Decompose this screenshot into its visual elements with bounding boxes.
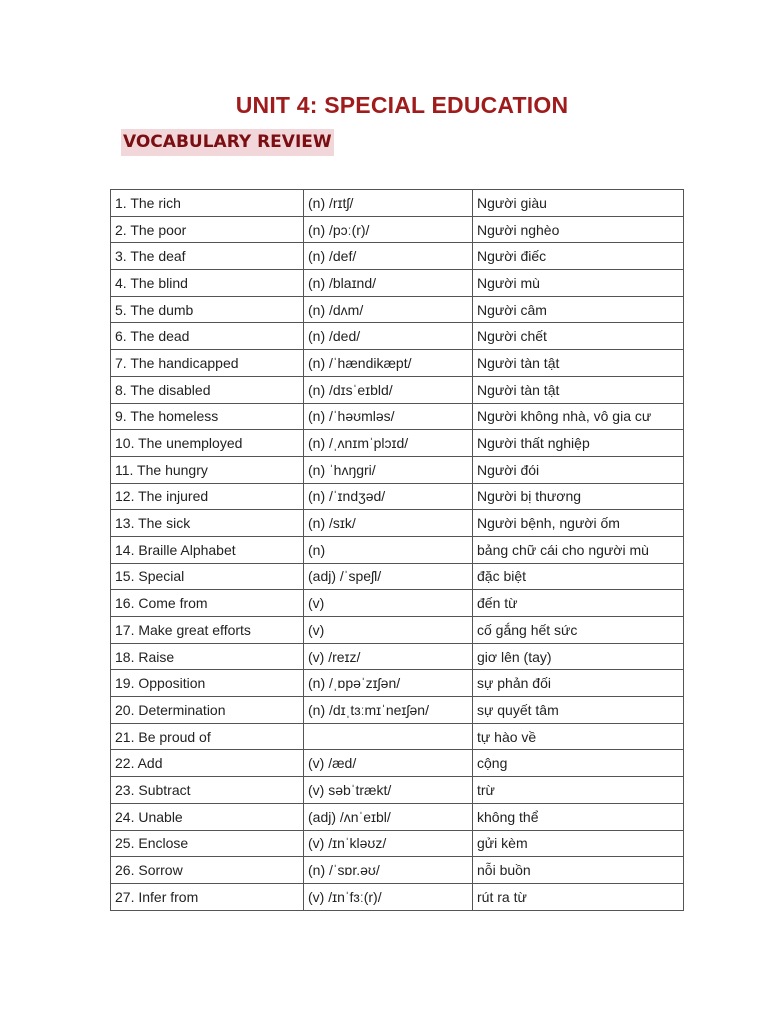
- vocab-meaning-cell: trừ: [473, 777, 684, 804]
- table-row: [111, 243, 684, 270]
- vocab-meaning-cell: đến từ: [473, 590, 684, 617]
- vocab-pronunciation-cell: (v) /ɪnˈkləʊz/: [304, 830, 473, 857]
- vocab-pronunciation-cell: (v) /æd/: [304, 750, 473, 777]
- vocab-word-cell: 21. Be proud of: [111, 723, 304, 750]
- vocab-meaning-cell: đặc biệt: [473, 563, 684, 590]
- table-row: [111, 296, 684, 323]
- vocab-meaning-cell: Người bị thương: [473, 483, 684, 510]
- vocab-word-cell: 6. The dead: [111, 323, 304, 350]
- table-row: [111, 216, 684, 243]
- table-row: [111, 323, 684, 350]
- vocab-pronunciation-cell: (n) /ˈsɒr.əʊ/: [304, 857, 473, 884]
- table-row: [111, 590, 684, 617]
- vocab-meaning-cell: sự quyết tâm: [473, 697, 684, 724]
- vocab-pronunciation-cell: (n) /ˈhændikæpt/: [304, 350, 473, 377]
- vocab-word-cell: 1. The rich: [111, 190, 304, 217]
- vocab-word-cell: 9. The homeless: [111, 403, 304, 430]
- table-row: [111, 483, 684, 510]
- vocab-word-cell: 19. Opposition: [111, 670, 304, 697]
- vocab-pronunciation-cell: [304, 723, 473, 750]
- vocab-word-cell: 10. The unemployed: [111, 430, 304, 457]
- vocab-meaning-cell: gửi kèm: [473, 830, 684, 857]
- vocab-pronunciation-cell: (n) /dɪsˈeɪbld/: [304, 376, 473, 403]
- vocab-word-cell: 17. Make great efforts: [111, 617, 304, 644]
- vocab-pronunciation-cell: (n) /pɔː(r)/: [304, 216, 473, 243]
- vocab-meaning-cell: bảng chữ cái cho người mù: [473, 536, 684, 563]
- vocab-meaning-cell: nỗi buồn: [473, 857, 684, 884]
- table-row: [111, 883, 684, 910]
- vocabulary-table-body: [111, 190, 684, 911]
- vocab-pronunciation-cell: (v) /reɪz/: [304, 643, 473, 670]
- vocab-meaning-cell: Người thất nghiệp: [473, 430, 684, 457]
- vocab-pronunciation-cell: (v): [304, 590, 473, 617]
- vocab-pronunciation-cell: (n) /def/: [304, 243, 473, 270]
- vocab-word-cell: 26. Sorrow: [111, 857, 304, 884]
- table-row: [111, 430, 684, 457]
- vocab-meaning-cell: Người đói: [473, 456, 684, 483]
- vocab-word-cell: 18. Raise: [111, 643, 304, 670]
- table-row: [111, 670, 684, 697]
- vocab-meaning-cell: Người tàn tật: [473, 350, 684, 377]
- vocab-word-cell: 4. The blind: [111, 270, 304, 297]
- table-row: [111, 857, 684, 884]
- table-row: [111, 403, 684, 430]
- vocab-word-cell: 24. Unable: [111, 803, 304, 830]
- vocab-pronunciation-cell: (n) /ˌʌnɪmˈplɔɪd/: [304, 430, 473, 457]
- vocab-meaning-cell: Người tàn tật: [473, 376, 684, 403]
- table-row: [111, 803, 684, 830]
- vocab-meaning-cell: không thể: [473, 803, 684, 830]
- vocab-meaning-cell: sự phản đối: [473, 670, 684, 697]
- vocab-pronunciation-cell: (n): [304, 536, 473, 563]
- table-row: [111, 190, 684, 217]
- subtitle-highlight: [121, 129, 334, 156]
- vocab-meaning-cell: Người không nhà, vô gia cư: [473, 403, 684, 430]
- table-row: [111, 617, 684, 644]
- vocab-meaning-cell: cộng: [473, 750, 684, 777]
- vocab-word-cell: 5. The dumb: [111, 296, 304, 323]
- table-row: [111, 563, 684, 590]
- vocab-pronunciation-cell: (n) /ded/: [304, 323, 473, 350]
- vocab-meaning-cell: Người mù: [473, 270, 684, 297]
- vocab-word-cell: 23. Subtract: [111, 777, 304, 804]
- vocab-word-cell: 13. The sick: [111, 510, 304, 537]
- vocab-meaning-cell: Người bệnh, người ốm: [473, 510, 684, 537]
- vocab-pronunciation-cell: (n) /blaɪnd/: [304, 270, 473, 297]
- vocab-pronunciation-cell: (adj) /ʌnˈeɪbl/: [304, 803, 473, 830]
- table-row: [111, 777, 684, 804]
- vocab-word-cell: 7. The handicapped: [111, 350, 304, 377]
- vocab-meaning-cell: Người điếc: [473, 243, 684, 270]
- vocab-word-cell: 20. Determination: [111, 697, 304, 724]
- vocab-pronunciation-cell: (n) /ˈhəʊmləs/: [304, 403, 473, 430]
- vocab-word-cell: 15. Special: [111, 563, 304, 590]
- vocab-pronunciation-cell: (n) /rɪtʃ/: [304, 190, 473, 217]
- vocab-pronunciation-cell: (n) /dʌm/: [304, 296, 473, 323]
- vocab-word-cell: 8. The disabled: [111, 376, 304, 403]
- vocab-pronunciation-cell: (v) səbˈtrækt/: [304, 777, 473, 804]
- table-row: [111, 350, 684, 377]
- vocab-word-cell: 16. Come from: [111, 590, 304, 617]
- table-row: [111, 536, 684, 563]
- vocab-word-cell: 27. Infer from: [111, 883, 304, 910]
- vocab-pronunciation-cell: (n) ˈhʌŋgri/: [304, 456, 473, 483]
- table-row: [111, 723, 684, 750]
- vocab-meaning-cell: Người chết: [473, 323, 684, 350]
- vocab-pronunciation-cell: (v) /ɪnˈfɜː(r)/: [304, 883, 473, 910]
- vocab-word-cell: 22. Add: [111, 750, 304, 777]
- vocab-meaning-cell: tự hào về: [473, 723, 684, 750]
- vocabulary-table: [110, 189, 684, 911]
- table-row: [111, 750, 684, 777]
- vocab-pronunciation-cell: (adj) /ˈspeʃl/: [304, 563, 473, 590]
- vocab-pronunciation-cell: (n) /ˈɪndʒəd/: [304, 483, 473, 510]
- table-row: [111, 456, 684, 483]
- table-row: [111, 376, 684, 403]
- vocab-meaning-cell: rút ra từ: [473, 883, 684, 910]
- vocab-word-cell: 12. The injured: [111, 483, 304, 510]
- table-row: [111, 830, 684, 857]
- vocab-pronunciation-cell: (v): [304, 617, 473, 644]
- page-title: UNIT 4: SPECIAL EDUCATION: [235, 92, 569, 118]
- vocab-word-cell: 2. The poor: [111, 216, 304, 243]
- section-subtitle: VOCABULARY REVIEW: [123, 132, 332, 152]
- vocab-word-cell: 25. Enclose: [111, 830, 304, 857]
- table-row: [111, 510, 684, 537]
- table-row: [111, 643, 684, 670]
- vocab-meaning-cell: Người câm: [473, 296, 684, 323]
- vocab-meaning-cell: Người giàu: [473, 190, 684, 217]
- table-row: [111, 270, 684, 297]
- table-row: [111, 697, 684, 724]
- vocab-meaning-cell: Người nghèo: [473, 216, 684, 243]
- vocab-pronunciation-cell: (n) /dɪˌtɜːmɪˈneɪʃən/: [304, 697, 473, 724]
- vocab-meaning-cell: cố gắng hết sức: [473, 617, 684, 644]
- vocab-pronunciation-cell: (n) /sɪk/: [304, 510, 473, 537]
- vocab-word-cell: 11. The hungry: [111, 456, 304, 483]
- vocab-word-cell: 3. The deaf: [111, 243, 304, 270]
- vocab-pronunciation-cell: (n) /ˌɒpəˈzɪʃən/: [304, 670, 473, 697]
- vocab-meaning-cell: giơ lên (tay): [473, 643, 684, 670]
- vocab-word-cell: 14. Braille Alphabet: [111, 536, 304, 563]
